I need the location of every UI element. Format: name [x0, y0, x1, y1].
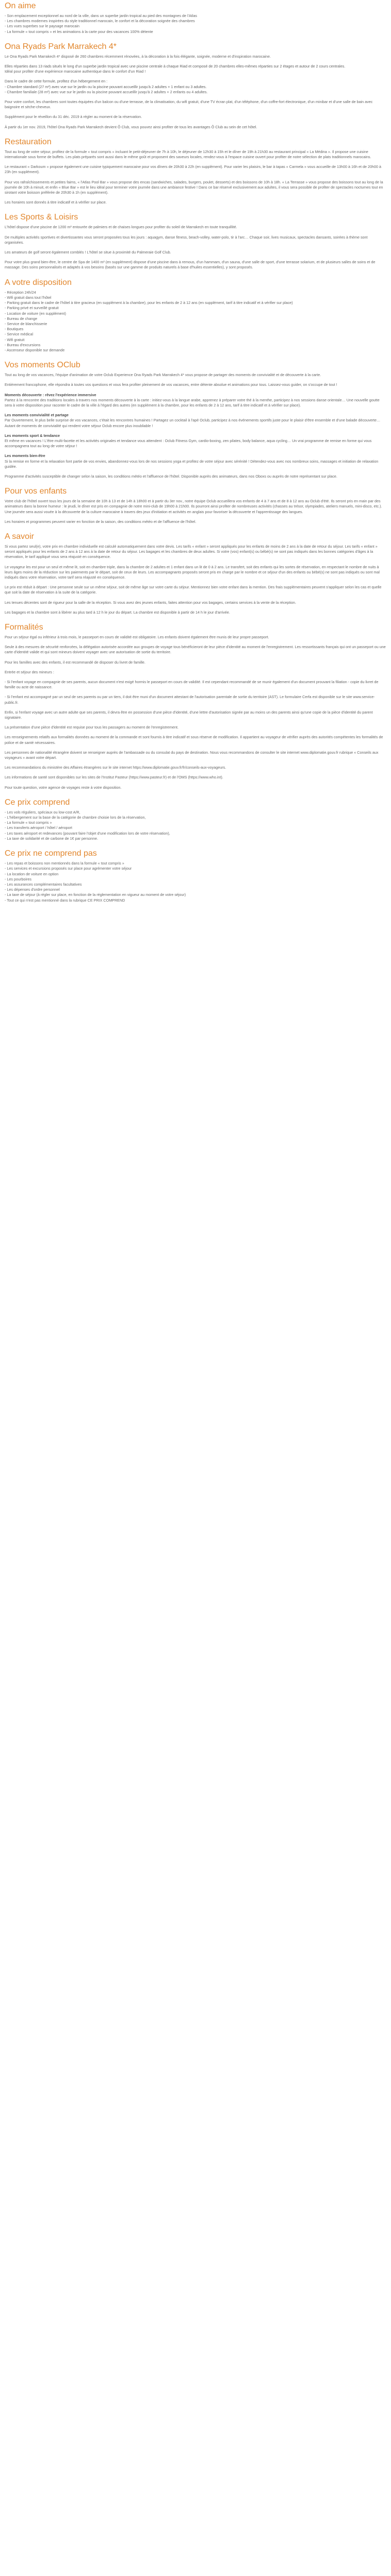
- list-item: - Parking gratuit dans le cadre de l'hôtel à titre gracieux (en supplément à la chambre), pour les enfants de 2 à 12 ans (en supplément, tarif à titre indicatif et à vérifier sur place): [5, 300, 293, 306]
- paragraph: Les bagages et la chambre sont à libérer au plus tard à 12 h le jour du départ. La chambre est disponible à partir de 14 h le jour d'arrivée.: [5, 609, 230, 615]
- list-item: - Les chambres modernes inspirées du style traditionnel marocain, le confort et la décoration soignée des chambres: [5, 19, 195, 24]
- list-item: - La location de voiture en option: [5, 871, 59, 876]
- paragraph: Idéal pour profiter d'une expérience marocaine authentique dans le confort d'un Riad !: [5, 69, 146, 74]
- paragraph: Le Ona Ryads Park Marrakech 4* disposé de 260 chambres récemment rénovées, à la décoration à la fois élégante, soignée, moderne et d'inspiration marocaine.: [5, 54, 271, 59]
- list-item: - Les dépenses d'ordre personnel: [5, 887, 60, 892]
- section-title-restauration: Restauration: [5, 137, 52, 146]
- section-title-disposition: A votre disposition: [5, 278, 72, 287]
- subheading: [5, 433, 386, 438]
- section-title-moments: Vos moments OClub: [5, 361, 80, 370]
- paragraph: Enfin, si l'enfant voyage avec un autre adulte que ses parents, il devra être en possession d'une pièce d'identité, d'une lettre d'autorisation signée par au moins un des parents ainsi qu'une copie de la pièce d'identité du parent signataire.: [5, 709, 373, 720]
- disposition-list: [5, 290, 386, 353]
- list-item: - Les taxes aéroport et redevances (pouvant faire l'objet d'une modification lors de votre réservation),: [5, 831, 170, 836]
- subheading-text: Les moments sport & tendance: [5, 433, 60, 438]
- subheading-text: Les moments convivialité et partage: [5, 413, 69, 418]
- section-title-on-aime: On aime: [5, 2, 36, 10]
- page-content: [0, 1, 391, 903]
- list-item: - Les assurances complémentaires facultatives: [5, 882, 82, 887]
- section-title-hotel: Ona Ryads Park Marrakech 4*: [5, 42, 117, 51]
- paragraph: Les horaires sont donnés à titre indicatif et à vérifier sur place.: [5, 200, 107, 205]
- paragraph: Et même en vacances ! L'être multi-facette et les activités originales et tendance vous attendent : Oclub Fitness Gym, cardio-boxing, zen pilates, body balance, aqua cycling… Un vrai programme de remise en forme qui vous accompagnera tout au long de votre séjour !: [5, 438, 372, 449]
- list-item: - Boutiques: [5, 327, 24, 332]
- paragraph: - Si l'enfant est accompagné par un seul de ses parents ou par un tiers, il doit être muni d'un document attestant de l'autorisation parentale de sortie du territoire (AST). Le formulaire Cerfa est disponible sur le site www.service-public.fr.: [5, 694, 375, 705]
- list-item: - La taxe de séjour (à régler sur place, en fonction de la réglementation en vigueur au moment de votre séjour): [5, 892, 186, 897]
- subheading-text: Moments découverte : rêvez l'expérience immersive: [5, 392, 96, 397]
- list-item: - Les repas et boissons non mentionnés dans la formule « tout compris »: [5, 861, 124, 866]
- section-title-sports: Les Sports & Loisirs: [5, 213, 78, 222]
- list-item: - Service de blanchisserie: [5, 321, 47, 326]
- paragraph: Le prix est réduit à départ : Une personne seule sur un même séjour, soit de même âge sur votre carte du séjour. Mentionnez bien votre enfant dans la mention. Des frais supplémentaires peuvent s'appliquer selon les cas et quelle que soit la date de réservation à la suite de la catégorie.: [5, 585, 382, 595]
- paragraph: Tout au long de votre séjour, profitez de la formule « tout compris » incluant le petit-déjeuner de 7h à 10h, le déjeuner de 12h30 à 15h et le dîner de 19h à 21h30 au restaurant principal « La Médina ». Il propose une cuisine internationale sous forme de buffets. Les plats préparés sont aussi dans le même goût et proposent des saveurs locales, rendez-vous à l'espace cuisine ouvert pour profiter de notre sélection de plats traditionnels marocains.: [5, 149, 371, 160]
- paragraph: Les horaires et programmes peuvent varier en fonction de la saison, des conditions météo et de l'affluence de l'hôtel.: [5, 519, 197, 524]
- prix-comprend-list: [5, 810, 386, 841]
- paragraph: Entrée et séjour des mineurs :: [5, 669, 54, 674]
- list-item: - L'hébergement sur la base de la catégorie de chambre choisie lors de la réservation,: [5, 815, 146, 820]
- section-title-prix-ne-comprend-pas: Ce prix ne comprend pas: [5, 849, 97, 858]
- paragraph: La présentation d'une pièce d'identité est requise pour tous les passagers au moment de l'enregistrement.: [5, 725, 178, 730]
- paragraph: Votre club de l'hôtel ouvert tous les jours de la semaine de 10h à 13 et de 14h à 18h00 et à partir du 3er nov., notre équipe Oclub accueillera vos enfants de 4 à 7 ans et de 8 à 12 ans au Oclub d'été. Ils seront pris en main par des animateurs dans la bonne humeur : le jeudi, le dîner est pris en compagnie de notre mini-club de 19h00 à 21h00. Ils pourront ainsi profiter de nombreuses activités (chasses au trésor, olympiades, ateliers manuels, mini-disco, etc.). Une journée sera aussi vouée à la découverte de la culture marocaine à travers des jeux d'initiation et activités en anglais pour favoriser la découverte et l'apprentissage des langues.: [5, 499, 382, 514]
- paragraph: De multiples activités sportives et divertissantes vous seront proposées tous les jours : aquagym, danse fitness, beach-volley, water-polo, tir à l'arc… Chaque soir, lives musicaux, spectacles dansants, soirées à thème sont organisées.: [5, 234, 368, 245]
- paragraph: L'hôtel dispose d'une piscine de 1200 m² entourée de palmiers et de chaises longues pour profiter du soleil de Marrakech en toute tranquillité.: [5, 225, 237, 230]
- list-item: - Ascenseur disponible sur demande: [5, 347, 65, 352]
- list-item: - La formule « tout compris » et les animations à la carte pour des vacances 100% détente: [5, 29, 153, 34]
- section-title-prix-comprend: Ce prix comprend: [5, 798, 70, 807]
- section-title-savoir: A savoir: [5, 532, 34, 541]
- list-item: - Réception 24h/24: [5, 290, 36, 295]
- paragraph: Supplément pour le réveillon du 31 déc. 2019 à régler au moment de la réservation.: [5, 114, 142, 120]
- section-title-formalites: Formalités: [5, 623, 43, 632]
- list-item: - Service médical: [5, 332, 34, 337]
- paragraph: Elles réparties dans 13 riads situés le long d'un superbe jardin tropical avec une piscine centrale à chaque Riad et composé de 20 chambres elles-mêmes réparties sur 2 étages et autour de 2 cours centrales.: [5, 64, 346, 69]
- section-title-enfants: Pour vos enfants: [5, 487, 67, 496]
- list-item: - Bureau de change: [5, 316, 38, 321]
- paragraph: Seule à des mesures de sécurité renforcées, la délégation autorisée accordée aux groupes de voyage tous bénéficieront de leur pièce d'identité au moment de l'enregistrement. Les ressortissants français qui ont un passeport ou une carte d'identité valide et qui sont mineurs doivent voyager avec une autorisation de sortie du territoire.: [5, 645, 386, 655]
- paragraph: Les amateurs de golf seront également comblés ! L'hôtel se situe à proximité du Palmeraie Golf Club.: [5, 250, 171, 255]
- paragraph: Entièrement francophone, elle répondra à toutes vos questions et vous fera profiter pleinement de vos vacances, entre détente absolue et animations pour tous. Laissez-vous guider, on s'occupe de tout !: [5, 382, 337, 387]
- list-item: - Les services et excursions proposés sur place pour agrémenter votre séjour: [5, 866, 132, 871]
- subheading: [5, 453, 386, 459]
- paragraph: Si la remise en forme et la relaxation font partie de vos envies, abandonnez-vous lors de nos sessions yoga et profitez de votre séjour avec sérénité ! Détendez-vous avec nos nombreux soins, massages et initiation de relaxation guidée.: [5, 459, 379, 469]
- list-item: - Les pourboires: [5, 876, 31, 882]
- paragraph: Les tenues décentes sont de rigueur pour la salle de la réception. Si vous avez des jeunes enfants, faites attention pour vos bagages, certains services à la vente de la réception.: [5, 600, 296, 605]
- paragraph: Les renseignements relatifs aux formalités données au moment de la commande et sont fournis à titre indicatif et sous réserve de modification. Il appartient au voyageur de vérifier auprès des autorités compétentes les formalités de police et de santé nécessaires.: [5, 735, 383, 745]
- paragraph: - Chambre familiale (28 m²) avec vue sur le jardin ou la piscine pouvant accueillir jusqu'à 2 adultes + 2 enfants ou 4 adultes.: [5, 89, 208, 94]
- list-item: - Tout ce qui n'est pas mentionné dans la rubrique CE PRIX COMPREND: [5, 897, 125, 903]
- paragraph: Pour un séjour égal ou inférieur à trois mois, le passeport en cours de validité est obligatoire. Les enfants doivent également être munis de leur propre passeport.: [5, 635, 269, 640]
- paragraph: Pour toute question, votre agence de voyages reste à votre disposition.: [5, 785, 122, 790]
- paragraph: - Chambre standard (27 m²) avec vue sur le jardin ou la piscine pouvant accueillir jusqu'à 2 adultes + 1 enfant ou 3 adultes.: [5, 84, 207, 89]
- list-item: - La taxe de solidarité et de carbone de 1€ par personne.: [5, 836, 99, 841]
- paragraph: Pour votre confort, les chambres sont toutes équipées d'un balcon ou d'une terrasse, de la climatisation, du wifi gratuit, d'une TV écran plat, d'un téléphone, d'un coffre-fort électronique, d'un minibar et d'une salle de bain avec baignoire et sèche-cheveux.: [5, 99, 373, 110]
- list-item: - La formule « tout compris »: [5, 820, 52, 825]
- paragraph: Le voyageur les est pour un seul et même lit, soit en chambre triple, dans la chambre de 2 adultes et 1 enfant dans un lit de 0 à 2 ans. Le transfert, soit des enfants qui les sortes de réservation, en respectant le nombre de nuits à leurs âges moins de la réduction sur les paiements par le départ, soit de ceux de leurs. Les accompagnants proposés seront pris en charge par le nombre et ce séjour d'un des enfants ou bébé(s) ne sont pas indiqués ou sont mal indiqués dans votre réservation, votre tarif sera réajusté en conséquence.: [5, 564, 380, 580]
- paragraph: Pour vos rafraîchissements et petites faims, « l'Atlas Pool Bar » vous propose des encas (sandwiches, salades, burgers, poulet, desserts) et des boissons de 10h à 18h. « La Terrasse » vous propose des boissons tout au long de la journée de 10h à minuit, et enfin « Blue Bar » est le lieu idéal pour terminer votre journée dans une ambiance festive ! Dans ce bar réservé exclusivement aux adultes, il vous sera possible de profiter de spectacles nocturnes tout en sirotant votre boisson préférée de 20h30 à 1h (en supplément).: [5, 179, 383, 195]
- subheading: [5, 413, 386, 418]
- list-item: - Wifi gratuit: [5, 337, 25, 342]
- prix-ne-comprend-pas-list: [5, 861, 386, 903]
- paragraph: Les recommandations du ministère des Affaires étrangères sur le site internet https://www.diplomatie.gouv.fr/fr/conseils-aux-voyageurs.: [5, 765, 226, 770]
- paragraph: Pour les familles avec des enfants, il est recommandé de disposer du livret de famille.: [5, 659, 145, 665]
- list-item: - Les vues superbes sur le paysage marocain: [5, 24, 80, 29]
- paragraph: Partez à la rencontre des traditions locales à travers nos moments découverte à la carte : initiez-vous à la langue arabe, apprenez à préparer votre thé à la menthe, participez à nos sessions danse orientale… Une nouvelle goutte sera à votre disposition pour raconter le cadre de la ville à l'égard des autres (en supplément à la chambre, pour les enfants de 2 à 12 ans, tarif à titre indicatif et à vérifier sur place).: [5, 397, 380, 408]
- subheading-text: Les moments bien-être: [5, 453, 45, 459]
- list-item: - Parking privé et surveillé gratuit: [5, 306, 59, 311]
- on-aime-list: [5, 13, 386, 35]
- paragraph: Les informations de santé sont disponibles sur les sites de l'Institut Pasteur (https://www.pasteur.fr) et de l'OMS (https://www.who.int).: [5, 775, 223, 780]
- list-item: - Wifi gratuit dans tout l'hôtel: [5, 295, 52, 300]
- paragraph: Tout au long de vos vacances, l'équipe d'animation de votre Oclub Experience Ona Ryads Park Marrakech 4* vous propose de partager des moments de convivialité et de découverte à la carte.: [5, 372, 321, 378]
- paragraph: Programme d'activités susceptible de changer selon la saison, les conditions météo et l'affluence de l'hôtel. Disponible auprès des animateurs, dans nos Oboxs ou auprès de notre représentant sur place.: [5, 473, 337, 479]
- paragraph: Le restaurant « Darkoum » propose également une cuisine typiquement marocaine pour vos dîners de 20h30 à 22h (en supplément). Pour varier les plaisirs, le bar à tapas « Carmela » vous accueille de 13h00 à 16h et de 20h00 à 23h (en supplément).: [5, 164, 381, 175]
- paragraph: Par Ouvertement, le plus belle surprise de vos vacances, c'était les rencontres humaines ! Partagez un cocktail à l'apé Oclub, participez à nos événements sportifs juste pour le plaisir d'être ensemble et d'une balade découverte… Autant de moments de convivialité qui rendent votre séjour Oclub encore plus inoubliable !: [5, 418, 381, 428]
- list-item: - Location de voiture (en supplément): [5, 311, 67, 316]
- list-item: - Son emplacement exceptionnel au nord de la ville, dans un superbe jardin tropical au pied des montagnes de l'Atlas: [5, 13, 197, 18]
- list-item: - Les transferts aéroport / hôtel / aéroport: [5, 825, 73, 831]
- list-item: - Bureau d'excursions: [5, 342, 41, 347]
- subheading: [5, 393, 386, 398]
- paragraph: Si vous partez seul(e), votre prix en chambre individuelle est calculé automatiquement dans votre devis. Les tarifs « enfant » seront appliqués pour les enfants de moins de 2 ans à la date de retour du séjour. Les tarifs « enfant » seront appliqués pour les enfants de 2 ans à 12 ans à la date de retour du séjour. Les bagages et les chambres de deux adultes. Si votre (vos) enfant(s) ou bébé(s) ne sont pas indiqués dans les bonnes catégories d'âges à la réservation, le tarif appliqué vous sera réajusté en conséquence.: [5, 544, 378, 560]
- paragraph: Pour votre plus grand bien-être, le centre de Spa de 1400 m² (en supplément) dispose d'une piscine dans à remous, d'un hammam, d'un sauna, d'une salle de sport, d'une terrasse solarium, et de plusieurs salles de soins et de massage. Des soins personnalisés et adaptés à vos besoins (basés sur une gamme de produits naturels à base d'huiles essentielles), y sont proposés.: [5, 260, 376, 270]
- paragraph: Dans le cadre de cette formule, profitez d'un hébergement en :: [5, 79, 108, 84]
- paragraph: Les personnes de nationalité étrangère doivent se renseigner auprès de l'ambassade ou du consulat du pays de destination. Nous vous recommandons de consulter le site internet www.diplomatie.gouv.fr rubrique « Conseils aux voyageurs » avant votre départ.: [5, 750, 379, 760]
- list-item: - Les vols réguliers, spéciaux ou low-cost A/R,: [5, 809, 80, 815]
- paragraph: À partir du 1er nov. 2019, l'hôtel Ona Ryads Park Marrakech devient Ô Club, vous pouvez ainsi profiter de tous les avantages Ô Club au sein de cet hôtel.: [5, 124, 257, 129]
- paragraph: - Si l'enfant voyage en compagnie de ses parents, aucun document n'est exigé hormis le passeport en cours de validité. Il est cependant recommandé de se munir également d'un document prouvant la filiation - copie du livret de famille ou acte de naissance.: [5, 680, 379, 690]
